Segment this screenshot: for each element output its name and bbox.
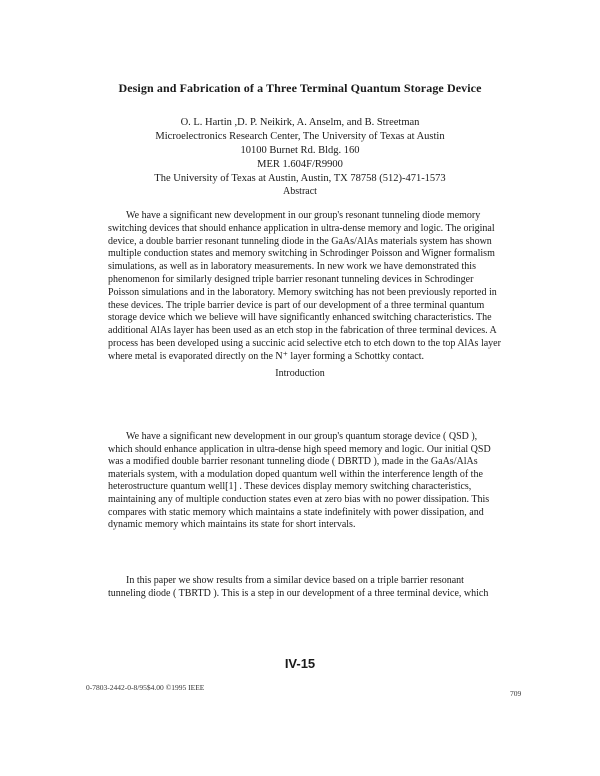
abstract-line: phenomenon for similarly designed triple barrier resonant tunneling devices in Schrodinger (108, 273, 474, 285)
intro-line: In this paper we show results from a similar device based on a triple barrier resonant (126, 575, 464, 586)
introduction-paragraph-1 (108, 431, 504, 532)
intro-line: maintaining any of multiple conduction states even at zero bias with no power dissipation. This (108, 493, 490, 505)
abstract-line: simulations, as well as in laboratory measurements. In new work we have demonstrated this (108, 261, 476, 273)
paper-title: Design and Fabrication of a Three Terminal Quantum Storage Device (118, 81, 482, 95)
abstract-line: device, a double barrier resonant tunneling diode in the GaAs/AlAs materials system has shown (108, 235, 492, 247)
author-names: O. L. Hartin ,D. P. Neikirk, A. Anselm, and B. Streetman (180, 117, 420, 128)
intro-line: tunneling diode ( TBRTD ). This is a step in our development of a three terminal device, which (108, 588, 489, 599)
author-block (0, 116, 600, 186)
intro-line: was a modified double barrier resonant tunneling diode ( DBRTD ), made in the GaAs/AlAs (108, 456, 478, 468)
intro-line: heterostructure quantum well[1] . These devices display memory switching characteristics, (108, 481, 472, 493)
abstract-line: Poisson simulations and in the laboratory. Memory switching has not been previously reported in (108, 286, 497, 298)
abstract-heading: Abstract (283, 186, 317, 197)
introduction-paragraph-2 (108, 574, 504, 600)
intro-line: compares with static memory which maintains a state indefinitely with power dissipation, and (108, 506, 484, 518)
intro-line: dynamic memory which maintains its state for short intervals. (108, 519, 356, 531)
abstract-line: We have a significant new development in our group's resonant tunneling diode memory (126, 210, 481, 221)
author-city: The University of Texas at Austin, Austin, TX 78758 (512)-471-1573 (154, 173, 446, 184)
introduction-heading: Introduction (275, 368, 325, 379)
abstract-line: these devices. The triple barrier device is part of our development of a three terminal quantum (108, 299, 485, 311)
abstract-line: where metal is evaporated directly on the N⁺ layer forming a Schottky contact. (108, 350, 425, 362)
intro-line: materials system, with a modulation doped quantum well within the interference length of the (108, 468, 483, 480)
abstract-line: process has been developed using a succinic acid selective etch to etch down to the top AlAs layer (108, 337, 501, 349)
abstract-line: switching devices that should enhance application in ultra-dense memory and logic. The original (108, 222, 495, 234)
abstract-line: storage device which we believe will have significantly enhanced switching characteristics. The (108, 312, 492, 324)
author-street: 10100 Burnet Rd. Bldg. 160 (240, 145, 360, 156)
abstract-body (108, 210, 504, 364)
intro-line: We have a significant new development in our group's quantum storage device ( QSD ), (126, 431, 478, 442)
copyright-code: 0-7803-2442-0-8/95$4.00 ©1995 IEEE (86, 683, 205, 692)
author-affiliation: Microelectronics Research Center, The University of Texas at Austin (155, 131, 445, 142)
session-page-id: IV-15 (284, 656, 316, 671)
intro-line: which should enhance application in ultra-dense high speed memory and logic. Our initial QSD (108, 443, 491, 455)
author-building: MER 1.604F/R9900 (257, 159, 343, 170)
abstract-line: additional AlAs layer has been used as an etch stop in the fabrication of three terminal devices. A (108, 325, 497, 337)
page-number: 709 (510, 689, 522, 698)
abstract-line: multiple conduction states and memory switching in Schrodinger Poisson and Wigner formalism (108, 248, 495, 260)
